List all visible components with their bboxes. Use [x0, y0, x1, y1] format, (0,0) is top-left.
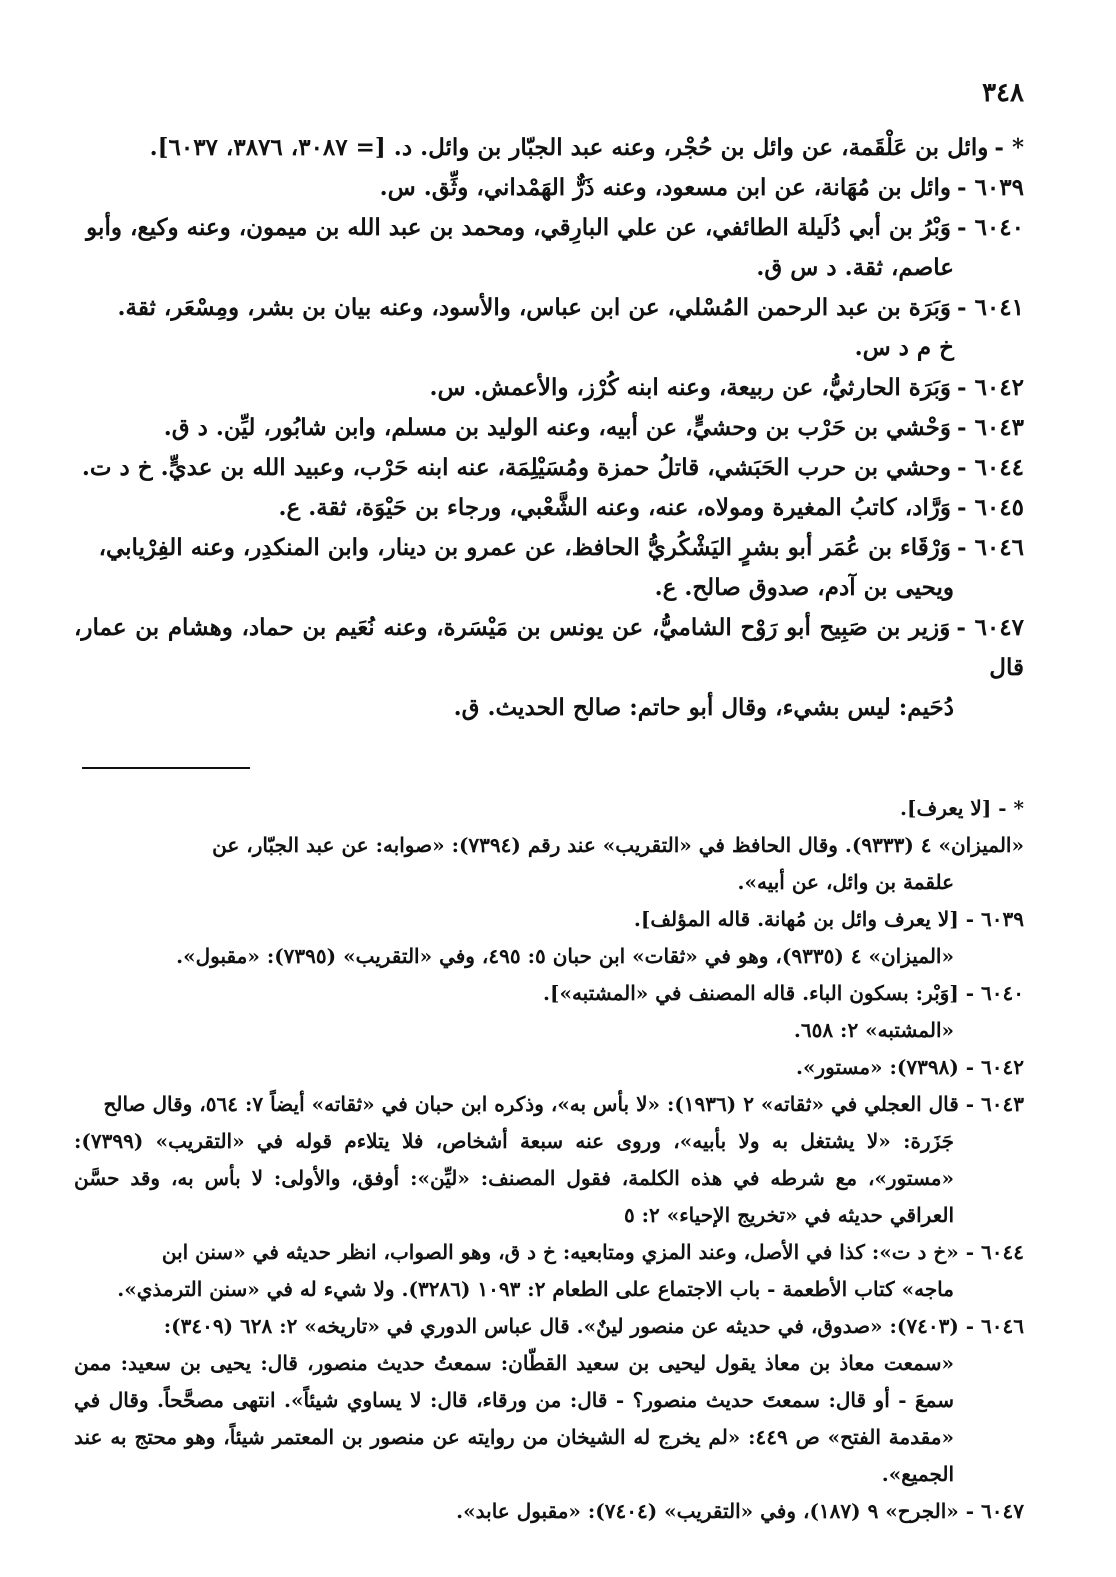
entry [74, 208, 1024, 288]
footnote-text: «المشتبه» ٢: ٦٥٨. [793, 1018, 954, 1042]
footnote [74, 790, 1024, 827]
entry-number: ٦٠٤٥ - [957, 494, 1024, 521]
entry-text: وحشي بن حرب الحَبَشي، قاتلُ حمزة ومُسَيْلِمَة، عنه ابنه حَرْب، وعبيد الله بن عديٍّ. خ د ت. [81, 454, 952, 481]
entry-continuation: خ م د س. [854, 334, 954, 361]
entry-text: وَبَرَة الحارثيُّ، عن ربيعة، وعنه ابنه كُرْز، والأعمش. س. [429, 374, 952, 401]
entry-text: وَرَّاد، كاتبُ المغيرة ومولاه، عنه، وعنه الشَّعْبي، ورجاء بن حَيْوَة، ثقة. ع. [278, 494, 952, 521]
entry [74, 488, 1024, 528]
footnote [74, 1493, 1024, 1530]
entry-text: وَرْقَاء بن عُمَر أبو بشرٍ اليَشْكُريُّ الحافظ، عن عمرو بن دينار، وابن المنكدِر، وعنه الفِرْيابي، [98, 534, 952, 561]
entry-number: ٦٠٤٧ - [956, 614, 1024, 641]
entry [74, 528, 1024, 608]
entry-text: وائل بن مُهَانة، عن ابن مسعود، وعنه ذَرٌّ الهَمْداني، وثِّق. س. [379, 174, 952, 201]
footnote-number: ٦٠٤٧ - [965, 1499, 1024, 1523]
footnote-number: ٦٠٤٠ - [965, 981, 1024, 1005]
entry-number: ٦٠٤٠ - [957, 214, 1024, 241]
footnote [74, 827, 1024, 901]
footnote [74, 938, 1024, 975]
entry-number: ٦٠٤٣ - [957, 414, 1024, 441]
entry-continuation: ويحيى بن آدم، صدوق صالح. ع. [654, 574, 954, 601]
footnote-continuation: «سمعت معاذ بن معاذ يقول ليحيى بن سعيد القطّان: سمعتُ حديث منصور، قال: يحيى بن سعيد: ممن سمعَ - أو قال: سمعتَ حديث منصور؟ - قال: من ورقاء، قال: لا يساوي شيئاً». انتهى مصحَّحاً. وقال في «مقدمة الفتح» ص ٤٤٩: «لم يخرج له الشيخان من روايته عن منصور بن المعتمر شيئاً، وهو محتج به عند الجميع». [74, 1351, 954, 1486]
footnote [74, 1086, 1024, 1234]
footnote-continuation: ماجه» كتاب الأطعمة - باب الاجتماع على الطعام ٢: ١٠٩٣ (٣٢٨٦). ولا شيء له في «سنن الترمذي». [117, 1277, 954, 1301]
footnote-number: * - [998, 796, 1024, 820]
footnote-text: «خ د ت»: كذا في الأصل، وعند المزي ومتابعيه: خ د ق، وهو الصواب، انظر حديثه في «سنن ابن [161, 1240, 959, 1264]
biographical-entries [74, 128, 1024, 728]
footnote-text: (٧٤٠٣): «صدوق، في حديثه عن منصور لينٌ». قال عباس الدوري في «تاريخه» ٢: ٦٢٨ (٣٤٠٩): [163, 1314, 959, 1338]
footnote [74, 1308, 1024, 1493]
entry-number: ٦٠٣٩ - [957, 174, 1024, 201]
footnote [74, 1234, 1024, 1308]
footnote-continuation: جَزَرة: «لا يشتغل به ولا بأبيه»، وروى عنه سبعة أشخاص، فلا يتلاءم قوله في «التقريب» (٧٣٩٩): «مستور»، مع شرطه في هذه الكلمة، فقول المصنف: «ليِّن»: أوفق، والأولى: لا بأس به، وقد حسَّن العراقي حديثه في «تخريج الإحياء» ٢: ٥ [74, 1129, 954, 1227]
entry-text: وَحْشي بن حَرْب بن وحشيٍّ، عن أبيه، وعنه الوليد بن مسلم، وابن شابُور، ليِّن. د ق. [163, 414, 952, 441]
footnote-continuation: علقمة بن وائل، عن أبيه». [737, 870, 954, 894]
entry [74, 168, 1024, 208]
entry [74, 608, 1024, 728]
footnote-text: «الجرح» ٩ (١٨٧)، وفي «التقريب» (٧٤٠٤): «مقبول عابد». [456, 1499, 959, 1523]
footnote-separator [82, 767, 250, 769]
page-number: ٣٤٨ [982, 78, 1024, 108]
footnote-number: ٦٠٤٢ - [965, 1055, 1024, 1079]
footnote-number: ٦٠٤٦ - [965, 1314, 1024, 1338]
entry-number: ٦٠٤٦ - [957, 534, 1024, 561]
footnote [74, 1012, 1024, 1049]
entry-number: ٦٠٤١ - [957, 294, 1024, 321]
footnotes [74, 790, 1024, 1530]
footnote-text: «الميزان» ٤ (٩٣٣٣). وقال الحافظ في «التقريب» عند رقم (٧٣٩٤): «صوابه: عن عبد الجبّار، عن [212, 833, 1024, 857]
footnote-text: قال العجلي في «ثقاته» ٢ (١٩٣٦): «لا بأس به»، وذكره ابن حبان في «ثقاته» أيضاً ٧: ٥٦٤، وقال صالح [103, 1092, 959, 1116]
footnote-text: (٧٣٩٨): «مستور». [796, 1055, 959, 1079]
entry [74, 448, 1024, 488]
entry-number: ٦٠٤٢ - [957, 374, 1024, 401]
entry-text: وَزير بن صَبِيح أبو رَوْح الشاميُّ، عن يونس بن مَيْسَرة، وعنه نُعَيم بن حماد، وهشام بن عمار، قال [74, 614, 1024, 681]
entry [74, 288, 1024, 368]
footnote-number: ٦٠٣٩ - [965, 907, 1024, 931]
footnote-text: [لا يعرف]. [900, 796, 992, 820]
entry-text: وَبَرَة بن عبد الرحمن المُسْلي، عن ابن عباس، والأسود، وعنه بيان بن بشر، ومِسْعَر، ثقة. [117, 294, 952, 321]
footnote-text: [لا يعرف وائل بن مُهانة. قاله المؤلف]. [633, 907, 959, 931]
footnote-number: ٦٠٤٤ - [965, 1240, 1024, 1264]
entry-number: * - [994, 134, 1024, 161]
footnote-text: [وَبْر: بسكون الباء. قاله المصنف في «المشتبه»]. [543, 981, 959, 1005]
entry-text: وائل بن عَلْقَمة، عن وائل بن حُجْر، وعنه عبد الجبّار بن وائل. د. [= ٣٠٨٧، ٣٨٧٦، ٦٠٣٧]. [149, 134, 989, 161]
entry-text: وَبْرُ بن أبي دُلَيلة الطائفي، عن علي البارِقي، ومحمد بن عبد الله بن ميمون، وعنه وكيع، وأبو [86, 214, 952, 241]
footnote [74, 901, 1024, 938]
footnote [74, 1049, 1024, 1086]
entry-number: ٦٠٤٤ - [957, 454, 1024, 481]
entry-continuation: عاصم، ثقة. د س ق. [756, 254, 954, 281]
footnote [74, 975, 1024, 1012]
footnote-number: ٦٠٤٣ - [965, 1092, 1024, 1116]
footnote-text: «الميزان» ٤ (٩٣٣٥)، وهو في «ثقات» ابن حبان ٥: ٤٩٥، وفي «التقريب» (٧٣٩٥): «مقبول». [176, 944, 954, 968]
entry [74, 368, 1024, 408]
entry [74, 128, 1024, 168]
entry-continuation: دُحَيم: ليس بشيء، وقال أبو حاتم: صالح الحديث. ق. [453, 694, 954, 721]
entry [74, 408, 1024, 448]
